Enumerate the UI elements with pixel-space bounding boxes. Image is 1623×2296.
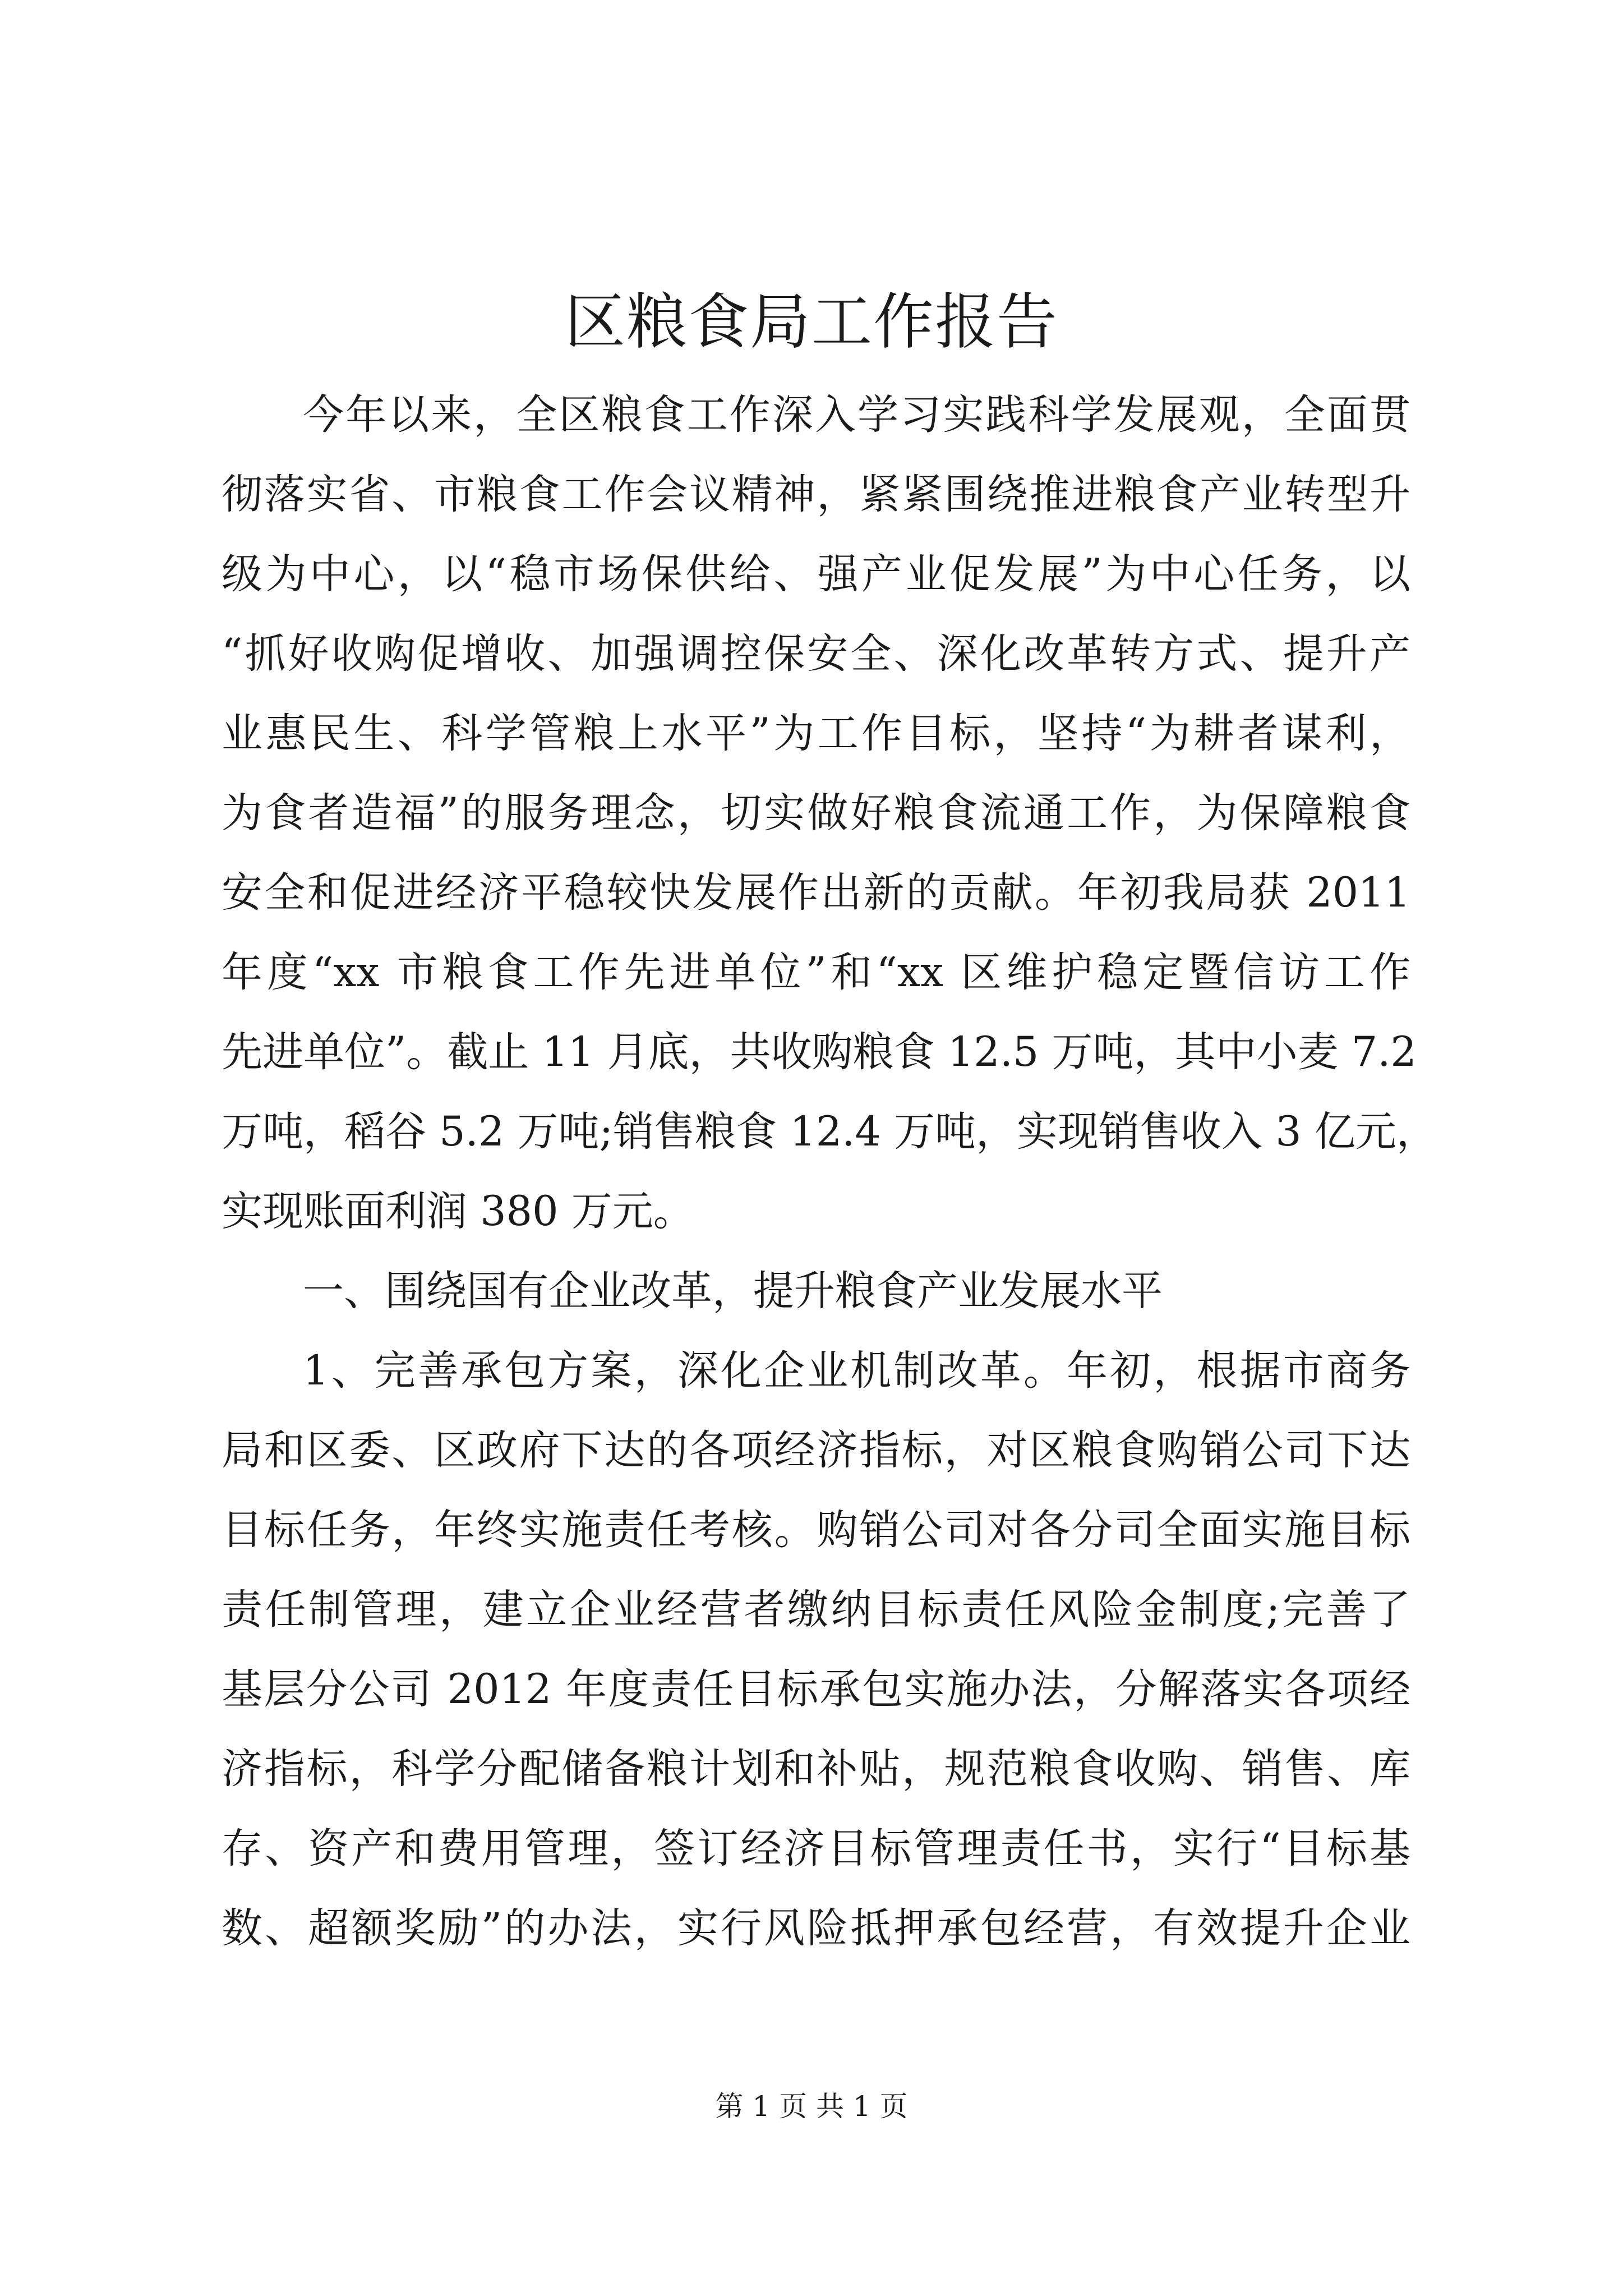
body-line: 彻落实省、市粮食工作会议精神，紧紧围绕推进粮食产业转型升 <box>222 471 1410 518</box>
body-line: 数、超额奖励”的办法，实行风险抵押承包经营，有效提升企业 <box>222 1904 1410 1952</box>
body-line: 实现账面利润 380 万元。 <box>222 1188 694 1235</box>
body-line: “抓好收购促增收、加强调控保安全、深化改革转方式、提升产 <box>222 630 1410 678</box>
body-line: 局和区委、区政府下达的各项经济指标，对区粮食购销公司下达 <box>222 1427 1410 1474</box>
body-line: 级为中心，以“稳市场保供给、强产业促发展”为中心任务，以 <box>222 550 1410 598</box>
body-line: 基层分公司 2012 年度责任目标承包实施办法，分解落实各项经 <box>222 1665 1410 1713</box>
body-line: 今年以来，全区粮食工作深入学习实践科学发展观，全面贯 <box>303 391 1410 439</box>
body-line: 1、完善承包方案，深化企业机制改革。年初，根据市商务 <box>303 1347 1410 1395</box>
body-line: 为食者造福”的服务理念，切实做好粮食流通工作，为保障粮食 <box>222 789 1410 837</box>
body-line: 先进单位”。截止 11 月底，共收购粮食 12.5 万吨，其中小麦 7.2 <box>222 1028 1417 1076</box>
section-heading: 一、围绕国有企业改革，提升粮食产业发展水平 <box>303 1267 1163 1315</box>
body-line: 存、资产和费用管理，签订经济目标管理责任书，实行“目标基 <box>222 1825 1410 1872</box>
page-footer: 第 1 页 共 1 页 <box>715 2090 908 2123</box>
body-line: 业惠民生、科学管粮上水平”为工作目标，坚持“为耕者谋利， <box>222 710 1410 757</box>
body-line: 济指标，科学分配储备粮计划和补贴，规范粮食收购、销售、库 <box>222 1745 1410 1793</box>
body-line: 万吨，稻谷 5.2 万吨;销售粮食 12.4 万吨，实现销售收入 3 亿元， <box>222 1108 1437 1156</box>
body-line: 安全和促进经济平稳较快发展作出新的贡献。年初我局获 2011 <box>222 869 1410 917</box>
body-line: 责任制管理，建立企业经营者缴纳目标责任风险金制度;完善了 <box>222 1586 1410 1634</box>
body-line: 目标任务，年终实施责任考核。购销公司对各分司全面实施目标 <box>222 1506 1410 1554</box>
body-line: 年度“xx 市粮食工作先进单位”和“xx 区维护稳定暨信访工作 <box>222 949 1410 996</box>
document-title: 区粮食局工作报告 <box>564 287 1058 357</box>
